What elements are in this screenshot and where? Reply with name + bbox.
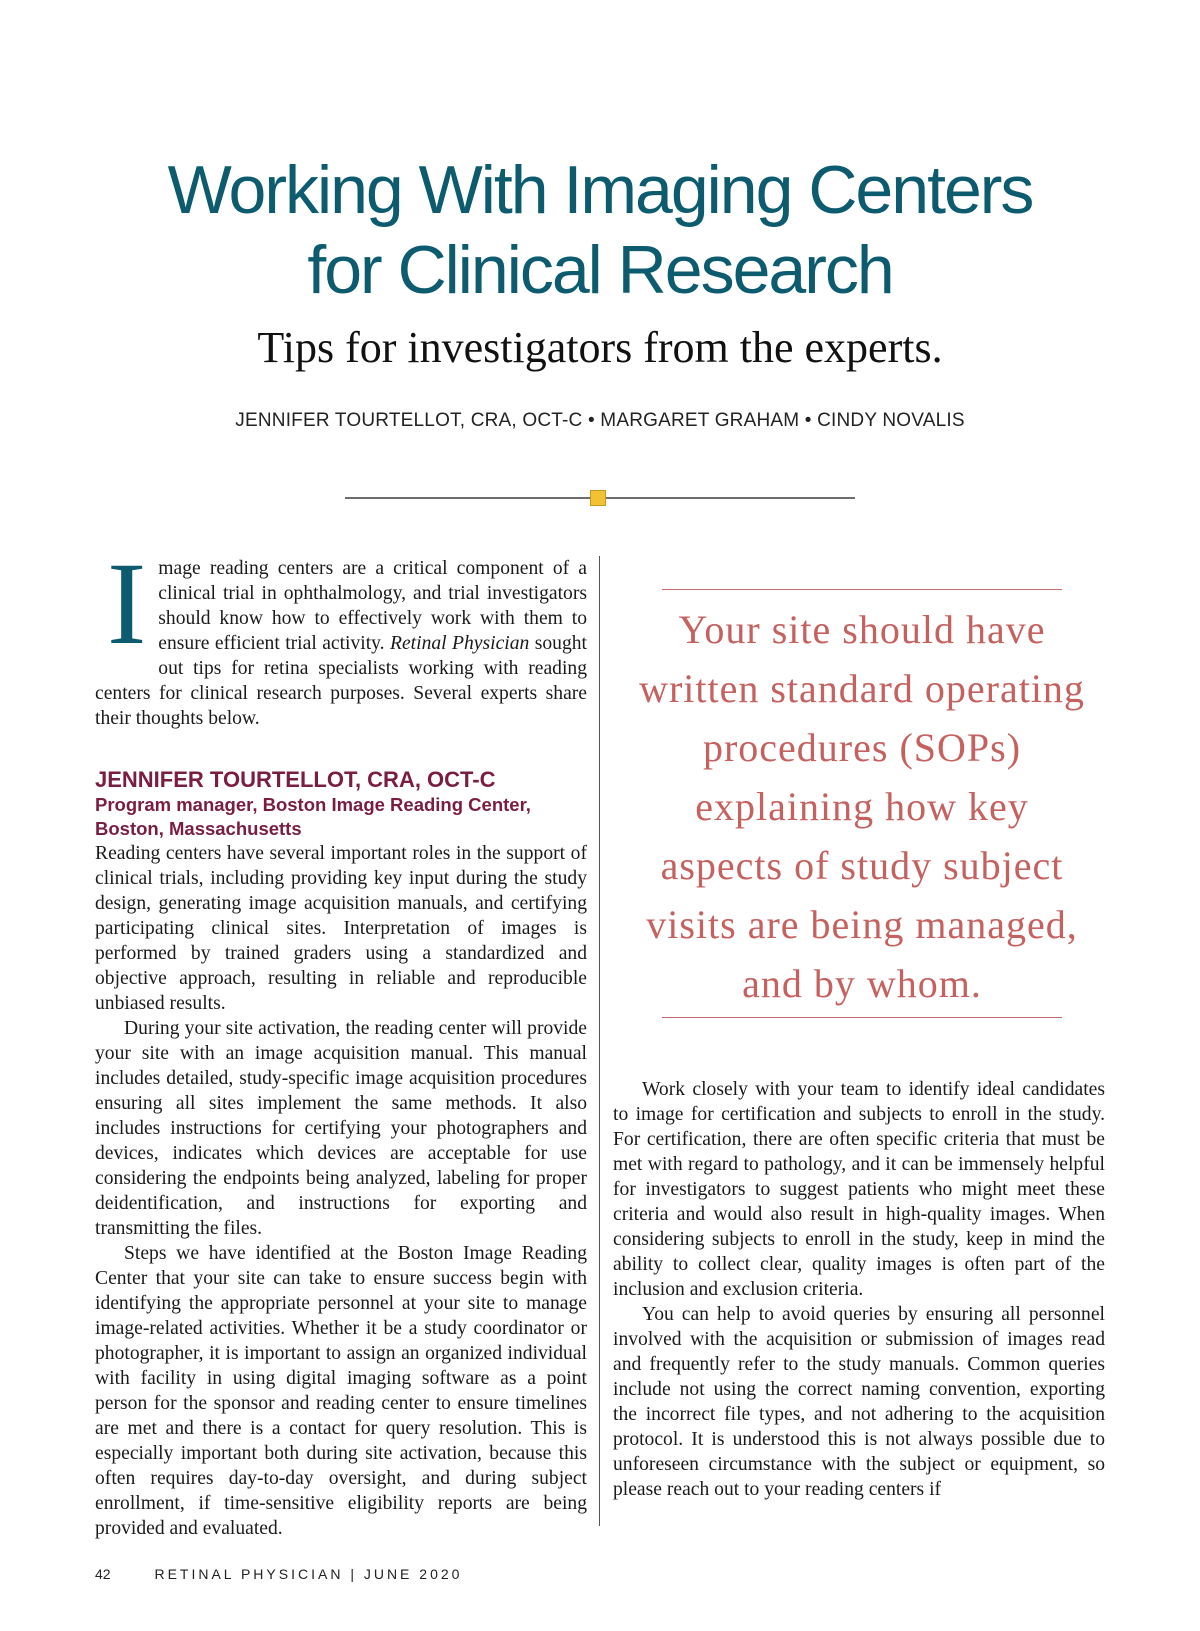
body-paragraph: During your site activation, the reading center will provide your site with an image acquisition manual. This manual includes detailed, study-specific image acquisition procedures ensuring all sites implement the same methods. It also includes instructions for certifying your photographers and devices, indicates which devices are acceptable for use considering the endpoints being analyzed, labeling for proper deidentification, and instructions for exporting and transmitting the files. (95, 1018, 587, 1239)
pull-quote-top-rule (662, 589, 1062, 590)
intro-paragraph (95, 538, 587, 731)
body-paragraph: Steps we have identified at the Boston Image Reading Center that your site can take to ensure success begin with identifying the appropriate personnel at your site to manage image-related activities. Whether it be a study coordinator or photographer, it is important to assign an organized individual with facility in using digital imaging software as a point person for the sponsor and reading center to ensure timelines are met and there is a contact for query resolution. This is especially important both during site activation, because this often requires day-to-day oversight, and during subject enrollment, if time-sensitive eligibility reports are being provided and evaluated. (95, 1243, 587, 1539)
intro-text-end: sought out tips for retina specialists working with reading centers for clinical research purposes. Several experts share their thoughts below. (95, 633, 587, 729)
article-title-line-1: Working With Imaging Centers (167, 152, 1033, 228)
expert-heading-name: JENNIFER TOURTELLOT, CRA, OCT-C (95, 767, 496, 792)
column-divider-rule (599, 556, 600, 1526)
divider-square-ornament (590, 490, 606, 506)
body-paragraph: Reading centers have several important roles in the support of clinical trials, including providing key input during the study design, generating image acquisition manuals, and certifying participating clinical sites. Interpretation of images is performed by trained graders using a standardized and objective approach, resulting in reliable and reproducible unbiased results. (95, 843, 587, 1014)
page-number: 42 (95, 1566, 111, 1582)
article-title (0, 150, 1200, 310)
publication-footer: RETINAL PHYSICIAN | JUNE 2020 (154, 1566, 463, 1582)
pull-quote: Your site should have written standard operating procedures (SOPs) explaining how key aspects of study subject visits are being managed, and by whom. (639, 607, 1085, 1006)
body-paragraph: Work closely with your team to identify ideal candidates to image for certification and subjects to enroll in the study. For certification, there are often specific criteria that must be met with regard to pathology, and it can be immensely helpful for investigators to suggest patients who might meet these criteria and would also result in high-quality images. When considering subjects to enroll in the study, keep in mind the ability to collect clear, quality images is often part of the inclusion and exclusion criteria. (613, 1079, 1105, 1300)
intro-text-start: mage reading centers are a critical component of a clinical trial in ophthalmology, and trial investigators should know how to effectively work with them to ensure efficient trial activity. (158, 558, 587, 654)
pull-quote-bottom-rule (662, 1017, 1062, 1018)
article-title-line-2: for Clinical Research (307, 232, 893, 308)
author-byline: JENNIFER TOURTELLOT, CRA, OCT-C • MARGARET GRAHAM • CINDY NOVALIS (235, 410, 965, 431)
right-column (613, 1077, 1105, 1502)
left-column (95, 538, 587, 1541)
expert-heading-role: Program manager, Boston Image Reading Center, Boston, Massachusetts (95, 794, 531, 839)
body-paragraph: You can help to avoid queries by ensuring all personnel involved with the acquisition or submission of images read and frequently refer to the study manuals. Common queries include not using the correct naming convention, exporting the incorrect file types, and not adhering to the acquisition protocol. It is understood this is not always possible due to unforeseen circumstance with the subject or equipment, so please reach out to your reading centers if (613, 1304, 1105, 1500)
article-subtitle: Tips for investigators from the experts. (257, 323, 943, 372)
page-footer (95, 1566, 462, 1582)
publication-name-italic: Retinal Physician (390, 633, 530, 654)
drop-cap: I (107, 538, 147, 669)
